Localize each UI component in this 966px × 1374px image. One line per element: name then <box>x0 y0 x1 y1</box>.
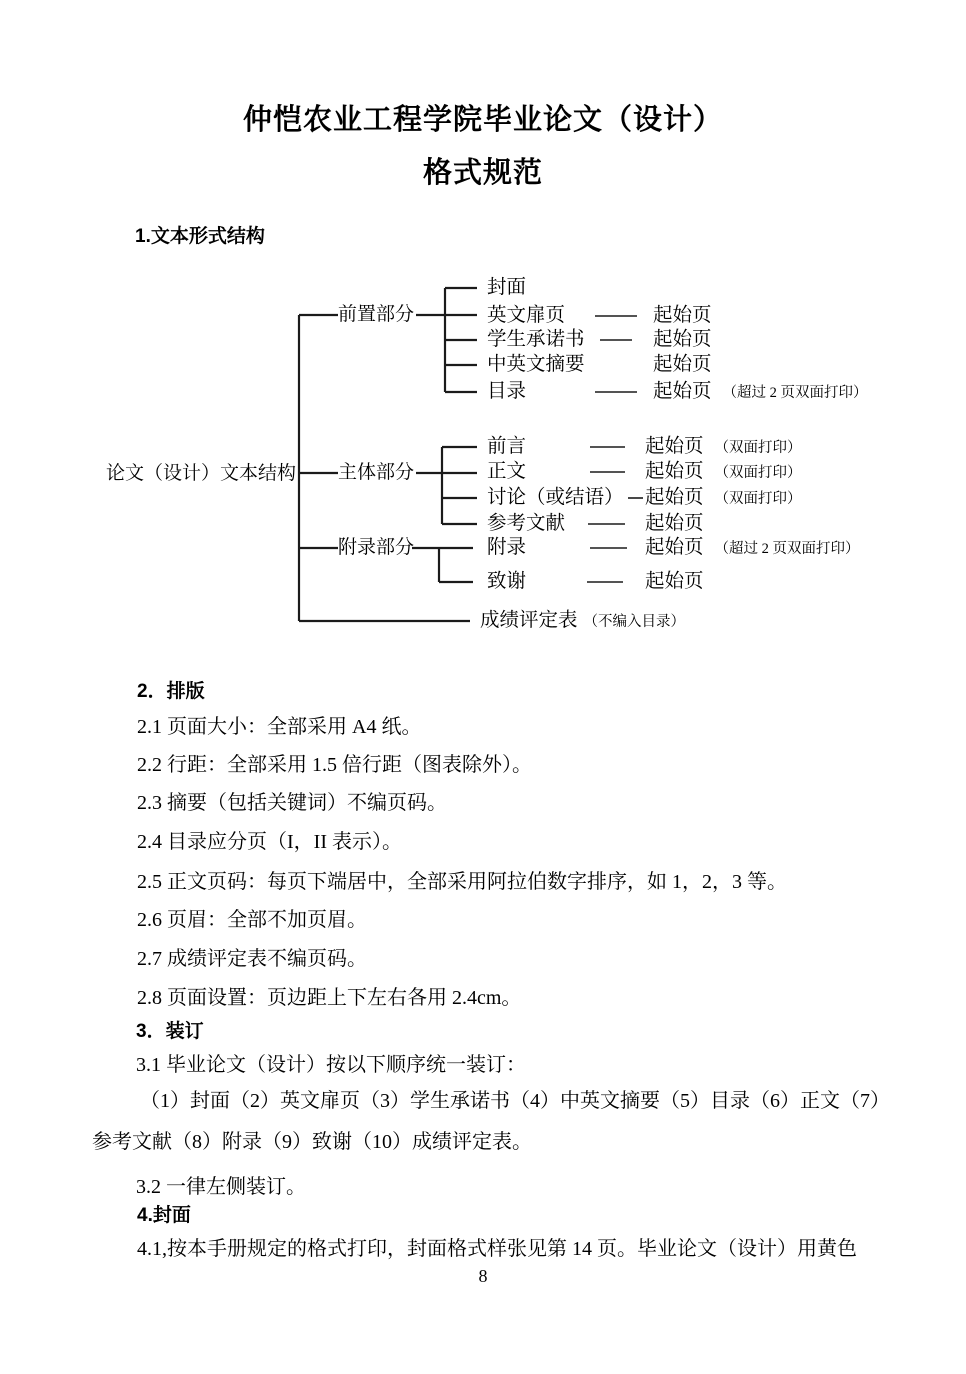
page-number: 8 <box>478 1266 488 1286</box>
rule-3-1: 3.1 毕业论文（设计）按以下顺序统一装订： <box>136 1054 526 1076</box>
startpage-appendix <box>645 537 860 560</box>
rule-2-6: 2.6 页眉：全部不加页眉。 <box>137 909 367 931</box>
tree-leaf-foreword: 前言 <box>487 436 527 457</box>
rule-4-1: 4.1,按本手册规定的格式打印，封面格式样张见第 14 页。毕业论文（设计）用黄色 <box>137 1238 857 1260</box>
startpage-note-duplex: （双面打印） <box>714 465 802 481</box>
rule-2-5: 2.5 正文页码：每页下端居中，全部采用阿拉伯数字排序，如 1，2，3 等。 <box>137 871 787 893</box>
tree-leaf-abstract: 中英文摘要 <box>487 354 585 375</box>
tree-root-label: 论文（设计）文本结构 <box>106 463 297 484</box>
startpage-references <box>645 513 704 535</box>
rule-2-2: 2.2 行距：全部采用 1.5 倍行距（图表除外）。 <box>137 754 532 776</box>
binding-order-line2: 参考文献（8）附录（9）致谢（10）成绩评定表。 <box>92 1131 532 1153</box>
rule-2-3: 2.3 摘要（包括关键词）不编页码。 <box>137 792 447 814</box>
startpage-label: 起始页 <box>645 513 704 534</box>
tree-leaf-acknowledgements: 致谢 <box>487 571 527 592</box>
tree-leaf-cover: 封面 <box>487 277 527 298</box>
tree-leaf-toc: 目录 <box>487 381 527 402</box>
grade-table-note: （不编入目录） <box>583 614 686 630</box>
page-title-line2: 格式规范 <box>422 157 543 189</box>
rule-3-2: 3.2 一律左侧装订。 <box>136 1176 306 1198</box>
startpage-bodytext <box>645 461 802 484</box>
binding-order-line1: （1）封面（2）英文扉页（3）学生承诺书（4）中英文摘要（5）目录（6）正文（7） <box>140 1090 890 1112</box>
tree-leaf-bodytext: 正文 <box>487 461 527 482</box>
tree-branch-appendix: 附录部分 <box>338 537 415 558</box>
section-1-heading: 1.文本形式结构 <box>135 226 265 247</box>
rule-2-1: 2.1 页面大小：全部采用 A4 纸。 <box>137 716 422 738</box>
startpage-note-over2: （超过 2 页双面打印） <box>722 385 868 401</box>
startpage-note-over2: （超过 2 页双面打印） <box>714 541 860 557</box>
startpage-label: 起始页 <box>645 436 704 457</box>
tree-leaf-references: 参考文献 <box>487 513 566 534</box>
section-4-heading: 4.封面 <box>137 1205 191 1226</box>
tree-leaf-student-pledge: 学生承诺书 <box>487 329 585 350</box>
startpage-note-duplex: （双面打印） <box>714 491 802 507</box>
startpage-label: 起始页 <box>645 537 704 558</box>
tree-leaf-appendix: 附录 <box>487 537 527 558</box>
tree-branch-front: 前置部分 <box>338 304 415 325</box>
rule-2-8: 2.8 页面设置：页边距上下左右各用 2.4cm。 <box>137 987 522 1009</box>
startpage-acknowledgements <box>645 571 704 593</box>
rule-2-4: 2.4 目录应分页（I，II 表示）。 <box>137 831 402 853</box>
page-title-line1: 仲恺农业工程学院毕业论文（设计） <box>242 104 723 136</box>
startpage-label: 起始页 <box>653 381 712 402</box>
section-3-heading: 3．装订 <box>136 1021 204 1042</box>
section-2-heading: 2．排版 <box>137 681 205 702</box>
rule-2-7: 2.7 成绩评定表不编页码。 <box>137 948 367 970</box>
tree-leaf-discussion: 讨论（或结语） <box>487 487 624 508</box>
startpage-label: 起始页 <box>645 461 704 482</box>
startpage-discussion <box>645 487 802 510</box>
grade-table-label: 成绩评定表 <box>480 610 578 631</box>
startpage-label: 起始页 <box>653 354 712 375</box>
startpage-label: 起始页 <box>653 329 712 350</box>
startpage-label: 起始页 <box>645 571 704 592</box>
startpage-foreword <box>645 436 802 459</box>
startpage-abstract <box>653 354 712 376</box>
startpage-toc <box>653 381 868 404</box>
tree-connector-dashes <box>587 316 643 582</box>
startpage-english-titlepage <box>653 305 712 327</box>
tree-structure-lines <box>299 288 477 621</box>
tree-leaf-english-titlepage: 英文扉页 <box>487 305 566 326</box>
startpage-note-duplex: （双面打印） <box>714 440 802 456</box>
tree-branch-main: 主体部分 <box>338 462 415 483</box>
tree-footer-grade-table <box>480 610 685 633</box>
startpage-label: 起始页 <box>653 305 712 326</box>
startpage-student-pledge <box>653 329 712 351</box>
startpage-label: 起始页 <box>645 487 704 508</box>
